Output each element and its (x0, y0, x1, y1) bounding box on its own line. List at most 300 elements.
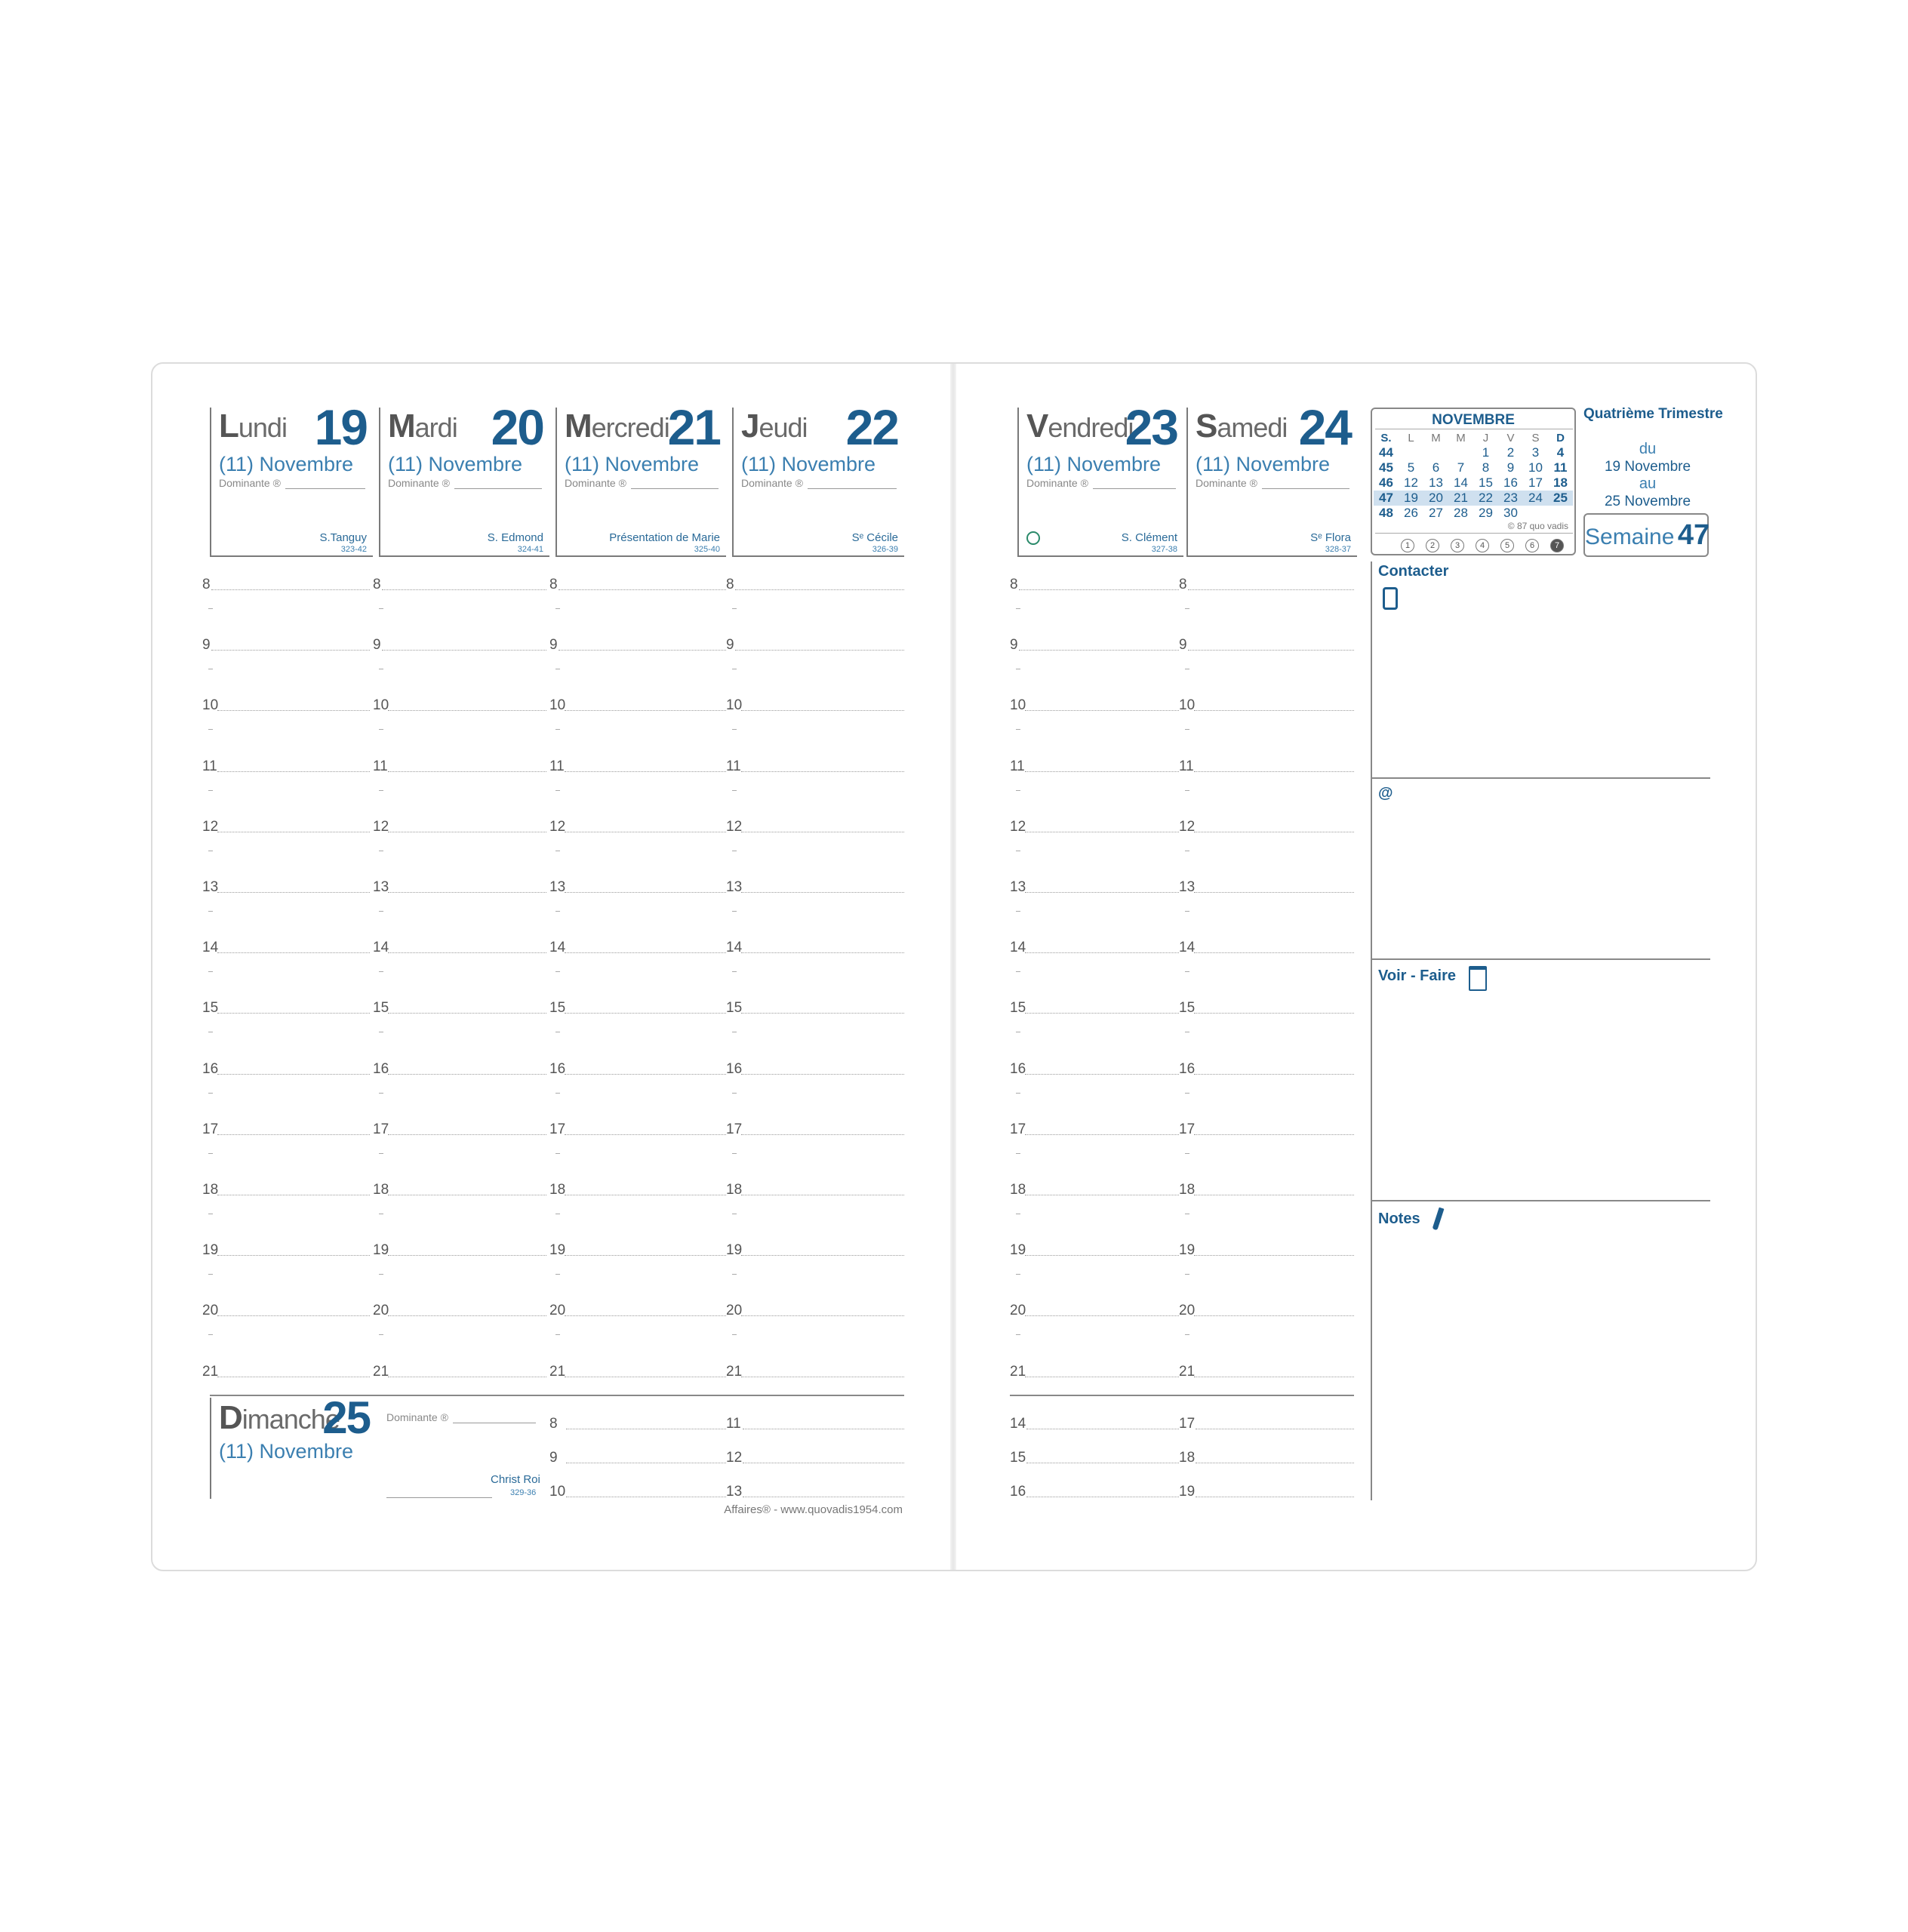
half-hour-mark (732, 1153, 737, 1154)
hour-label: 15 (1179, 1000, 1196, 1017)
hour-label: 19 (1179, 1242, 1196, 1259)
hour-label: 10 (1179, 697, 1196, 714)
hour-label: 17 (373, 1121, 389, 1137)
hour-line (217, 1134, 370, 1135)
hour-line (741, 1013, 904, 1014)
half-hour-mark (208, 608, 213, 609)
hour-label: 12 (549, 818, 566, 835)
hour-label: 10 (549, 697, 566, 714)
day-name-rest: undi (238, 412, 287, 443)
half-hour-mark (1016, 790, 1020, 791)
hour-label: 14 (202, 940, 219, 956)
week-number: 47 (1677, 519, 1710, 551)
hour-label: 11 (726, 1416, 741, 1432)
hour-line (1194, 892, 1354, 893)
dominante-label: Dominante ® (1196, 477, 1257, 489)
date-cell: 1 (1482, 445, 1490, 460)
date-cell: 20 (1429, 491, 1443, 505)
mini-calendar-title: NOVEMBRE (1432, 412, 1515, 428)
hour-line (388, 710, 546, 711)
phone-icon (1383, 587, 1398, 610)
date-cell: 25 (1553, 491, 1568, 505)
half-hour-mark (1016, 1274, 1020, 1275)
hour-label: 19 (1010, 1242, 1026, 1259)
hour-label: 18 (1179, 1182, 1196, 1198)
moon-phase-icon (1026, 531, 1040, 545)
half-hour-mark (1185, 1153, 1189, 1154)
date-cell: 23 (1503, 491, 1518, 505)
hour-label: 15 (1010, 1450, 1026, 1466)
hour-line (1025, 892, 1179, 893)
hour-label: 18 (373, 1182, 389, 1198)
hour-label: 9 (1179, 637, 1187, 654)
day-header (1017, 399, 1183, 557)
day-of-year: 327-38 (1151, 545, 1177, 554)
date-cell: 6 (1432, 460, 1440, 475)
day-name-rest: eudi (759, 412, 808, 443)
hour-label: 12 (202, 818, 219, 835)
date-cell: 4 (1556, 445, 1565, 460)
book-gutter (950, 364, 956, 1570)
half-hour-mark (732, 790, 737, 791)
half-hour-mark (1185, 1093, 1189, 1094)
hour-label: 14 (1010, 940, 1026, 956)
half-hour-mark (732, 1334, 737, 1335)
sunday-header (210, 1392, 377, 1499)
saint-name: Christ Roi (491, 1473, 540, 1486)
divider (1371, 958, 1710, 960)
dominante-label: Dominante ® (565, 477, 626, 489)
hour-label: 8 (1010, 577, 1018, 592)
hour-line (1194, 771, 1354, 772)
half-hour-mark (379, 971, 383, 972)
dominante-field (1196, 477, 1349, 489)
hour-label: 16 (549, 1060, 566, 1077)
day-name (219, 1399, 340, 1437)
hour-line (1194, 1315, 1354, 1316)
date-cell: 14 (1454, 475, 1468, 490)
half-hour-mark (379, 790, 383, 791)
hour-label: 14 (373, 940, 389, 956)
date-cell: 2 (1506, 445, 1515, 460)
month-label: (11) Novembre (565, 453, 700, 475)
half-hour-mark (732, 1274, 737, 1275)
hour-label: 18 (1010, 1182, 1026, 1198)
date-cell: 12 (1404, 475, 1418, 490)
hour-label: 10 (549, 1484, 566, 1500)
hour-label: 21 (373, 1363, 389, 1380)
hour-line (741, 892, 904, 893)
hour-label: 21 (726, 1363, 743, 1380)
day-initial: D (219, 1399, 242, 1436)
hour-line (1025, 1134, 1179, 1135)
hour-line (1025, 952, 1179, 953)
date-cell: 9 (1506, 460, 1515, 475)
hour-line (388, 1315, 546, 1316)
day-initial: J (741, 408, 759, 445)
date-cell: 17 (1528, 475, 1543, 490)
day-name-rest: ardi (414, 412, 457, 443)
hour-line (559, 650, 726, 651)
day-name (388, 408, 457, 445)
hour-line (1025, 1013, 1179, 1014)
half-hour-mark (555, 790, 560, 791)
dominante-field (388, 477, 542, 489)
hour-line (388, 1013, 546, 1014)
hour-label: 16 (726, 1060, 743, 1077)
hour-line (1019, 650, 1179, 651)
hour-label: 18 (549, 1182, 566, 1198)
half-hour-mark (1016, 1153, 1020, 1154)
month-label: (11) Novembre (219, 453, 354, 475)
hour-label: 9 (373, 637, 381, 654)
hour-line (217, 1074, 370, 1075)
hour-label: 9 (1010, 637, 1018, 654)
weekday-header: D (1556, 431, 1565, 445)
hour-line (559, 589, 726, 590)
half-hour-mark (732, 1093, 737, 1094)
hour-label: 15 (202, 1000, 219, 1017)
week-box (1583, 513, 1709, 557)
day-circle: 4 (1476, 539, 1489, 552)
day-number: 22 (845, 399, 898, 455)
dominante-field (1026, 477, 1176, 489)
day-circle: 6 (1525, 539, 1539, 552)
hour-label: 9 (726, 637, 734, 654)
day-number: 24 (1298, 399, 1351, 455)
hour-label: 9 (549, 637, 558, 654)
hour-label: 12 (373, 818, 389, 835)
half-hour-mark (732, 729, 737, 730)
date-cell: 21 (1454, 491, 1468, 505)
hour-label: 10 (373, 697, 389, 714)
hour-line (1019, 589, 1179, 590)
hour-line (735, 650, 904, 651)
day-circle: 1 (1401, 539, 1414, 552)
hour-line (565, 1013, 726, 1014)
hour-label: 15 (549, 1000, 566, 1017)
divider (1371, 777, 1710, 779)
day-header (1186, 399, 1357, 557)
day-of-year: 323-42 (340, 545, 367, 554)
hour-line (1194, 710, 1354, 711)
hour-label: 10 (726, 697, 743, 714)
copyright: © 87 quo vadis (1507, 521, 1568, 531)
date-cell: 28 (1454, 506, 1468, 520)
day-header (555, 399, 726, 557)
date-cell: 18 (1553, 475, 1568, 490)
hour-line (565, 952, 726, 953)
date-cell: 10 (1528, 460, 1543, 475)
hour-label: 11 (726, 758, 741, 774)
date-cell (1423, 445, 1448, 460)
half-hour-mark (1016, 971, 1020, 972)
half-hour-mark (208, 911, 213, 912)
week-number-cell: 48 (1379, 506, 1393, 520)
range-au: au (1639, 475, 1657, 492)
hour-line (735, 589, 904, 590)
dominante-line (454, 488, 542, 489)
notes-column-border (1371, 561, 1372, 1500)
date-cell: 26 (1404, 506, 1418, 520)
date-cell: 27 (1429, 506, 1443, 520)
weekday-header: S (1531, 431, 1540, 445)
day-of-year: 324-41 (517, 545, 543, 554)
day-name-rest: ercredi (591, 412, 669, 443)
hour-label: 15 (726, 1000, 743, 1017)
hour-label: 12 (1010, 818, 1026, 835)
date-cell (1448, 445, 1473, 460)
hour-label: 8 (726, 577, 734, 592)
day-circle: 5 (1500, 539, 1514, 552)
hour-label: 18 (726, 1182, 743, 1198)
dominante-field (741, 477, 897, 489)
hour-line (1025, 771, 1179, 772)
half-hour-mark (732, 911, 737, 912)
day-circle: 2 (1426, 539, 1439, 552)
half-hour-mark (208, 1093, 213, 1094)
day-circle: 3 (1451, 539, 1464, 552)
todo-title: Voir - Faire (1378, 968, 1456, 984)
weekday-header: M (1456, 431, 1466, 445)
day-header (732, 399, 904, 557)
hour-label: 16 (1010, 1060, 1026, 1077)
hour-label: 11 (1010, 758, 1025, 774)
hour-line (217, 710, 370, 711)
date-cell: 24 (1528, 491, 1543, 505)
range-end: 25 Novembre (1604, 494, 1691, 509)
date-cell: 29 (1479, 506, 1493, 520)
day-number: 23 (1125, 399, 1177, 455)
hour-label: 14 (726, 940, 743, 956)
day-number: 20 (491, 399, 543, 455)
hour-line (217, 1013, 370, 1014)
hour-label: 13 (726, 879, 743, 895)
half-hour-mark (1016, 1093, 1020, 1094)
week-number-cell: 45 (1379, 460, 1393, 475)
saint-name: Sᵉ Flora (1310, 531, 1351, 544)
half-hour-mark (1185, 729, 1189, 730)
half-hour-mark (1016, 911, 1020, 912)
half-hour-mark (555, 1334, 560, 1335)
half-hour-mark (1185, 911, 1189, 912)
dominante-field (219, 477, 365, 489)
date-cell: 7 (1457, 460, 1465, 475)
date-cell: 3 (1531, 445, 1540, 460)
half-hour-mark (1185, 790, 1189, 791)
hour-label: 13 (549, 879, 566, 895)
hour-label: 12 (726, 1450, 743, 1466)
month-label: (11) Novembre (741, 453, 876, 475)
hour-label: 11 (202, 758, 217, 774)
date-cell: 16 (1503, 475, 1518, 490)
hour-label: 11 (549, 758, 565, 774)
half-hour-mark (379, 911, 383, 912)
day-name-rest: endredi (1048, 412, 1134, 443)
hour-line (1194, 1013, 1354, 1014)
sunday-underline (386, 1497, 492, 1498)
date-cell: 30 (1503, 506, 1518, 520)
half-hour-mark (1185, 1334, 1189, 1335)
hour-label: 17 (726, 1121, 743, 1137)
day-initial: V (1026, 408, 1048, 445)
day-of-year: 325-40 (694, 545, 720, 554)
range-du: du (1639, 441, 1657, 457)
hour-label: 15 (1010, 1000, 1026, 1017)
hour-label: 13 (202, 879, 219, 895)
weekday-header: S. (1380, 431, 1392, 445)
hour-line (388, 1255, 546, 1256)
hour-line (565, 1255, 726, 1256)
hour-line (1194, 1074, 1354, 1075)
saint-name: Présentation de Marie (609, 531, 720, 544)
hour-label: 9 (549, 1450, 558, 1466)
hour-line (388, 1074, 546, 1075)
hour-label: 10 (202, 697, 219, 714)
weekday-header: V (1506, 431, 1515, 445)
month-label: (11) Novembre (219, 1440, 354, 1463)
dominante-label: Dominante ® (1026, 477, 1088, 489)
quarter-label: Quatrième Trimestre (1583, 406, 1723, 422)
hour-line (1025, 1255, 1179, 1256)
day-initial: L (219, 408, 238, 445)
hour-line (741, 1134, 904, 1135)
hour-label: 20 (373, 1303, 389, 1319)
hour-line (565, 710, 726, 711)
day-initial: S (1196, 408, 1217, 445)
divider (1371, 1200, 1710, 1201)
dominante-line (285, 488, 365, 489)
hour-label: 9 (202, 637, 211, 654)
half-hour-mark (555, 1153, 560, 1154)
hour-label: 21 (549, 1363, 566, 1380)
half-hour-mark (555, 1093, 560, 1094)
hour-label: 21 (202, 1363, 219, 1380)
day-of-year: 329-36 (510, 1488, 537, 1497)
hour-label: 14 (1010, 1416, 1026, 1432)
hour-label: 19 (373, 1242, 389, 1259)
date-cell: 8 (1482, 460, 1490, 475)
half-hour-mark (555, 608, 560, 609)
hour-label: 8 (549, 577, 558, 592)
range-start: 19 Novembre (1604, 459, 1691, 475)
half-hour-mark (1185, 1274, 1189, 1275)
half-hour-mark (208, 790, 213, 791)
hour-line (217, 1255, 370, 1256)
hour-label: 8 (202, 577, 211, 592)
saint-name: S.Tanguy (319, 531, 367, 544)
hour-line (217, 952, 370, 953)
week-number-cell: 47 (1379, 491, 1393, 505)
half-hour-mark (732, 971, 737, 972)
half-hour-mark (1185, 971, 1189, 972)
date-cell: 5 (1407, 460, 1415, 475)
notes-title: Notes (1378, 1211, 1420, 1227)
hour-line (1188, 650, 1354, 651)
half-hour-mark (379, 1334, 383, 1335)
day-of-year: 326-39 (872, 545, 898, 554)
half-hour-mark (379, 1093, 383, 1094)
hour-label: 13 (726, 1484, 743, 1500)
dominante-field (565, 477, 719, 489)
hour-label: 13 (1010, 879, 1026, 895)
hour-line (565, 1315, 726, 1316)
day-name (741, 408, 808, 445)
hour-label: 8 (549, 1416, 558, 1432)
hour-line (211, 650, 370, 651)
half-hour-mark (208, 1334, 213, 1335)
date-cell (1548, 506, 1573, 521)
month-label: (11) Novembre (1026, 453, 1162, 475)
dominante-line (1093, 488, 1176, 489)
half-hour-mark (208, 1153, 213, 1154)
hour-line (741, 771, 904, 772)
saint-name: S. Edmond (487, 531, 543, 544)
saint-name: S. Clément (1121, 531, 1177, 544)
day-number: 21 (667, 399, 720, 455)
mini-calendar-grid (1374, 430, 1573, 521)
hour-line (388, 892, 546, 893)
week-label: Semaine (1585, 525, 1675, 549)
day-initial: M (565, 408, 592, 445)
divider (210, 1395, 904, 1396)
hour-line (565, 1134, 726, 1135)
date-cell: 19 (1404, 491, 1418, 505)
hour-label: 17 (1179, 1416, 1196, 1432)
footer-url: Affaires® - www.quovadis1954.com (724, 1503, 903, 1516)
hour-line (741, 710, 904, 711)
hour-label: 16 (1010, 1484, 1026, 1500)
hour-line (565, 892, 726, 893)
notepad-icon (1469, 966, 1487, 991)
hour-label: 21 (1010, 1363, 1026, 1380)
half-hour-mark (379, 608, 383, 609)
half-hour-mark (555, 1274, 560, 1275)
hour-line (388, 1134, 546, 1135)
day-of-year: 328-37 (1325, 545, 1351, 554)
hour-label: 16 (373, 1060, 389, 1077)
hour-label: 8 (373, 577, 381, 592)
dominante-line (808, 488, 897, 489)
dominante-label: Dominante ® (386, 1411, 448, 1423)
hour-label: 20 (1179, 1303, 1196, 1319)
half-hour-mark (208, 1274, 213, 1275)
hour-label: 14 (549, 940, 566, 956)
hour-label: 17 (1010, 1121, 1026, 1137)
hour-label: 19 (1179, 1484, 1196, 1500)
dominante-line (631, 488, 719, 489)
dominante-line (1262, 488, 1349, 489)
week-number-cell: 44 (1379, 445, 1393, 460)
hour-line (388, 771, 546, 772)
date-cell: 15 (1479, 475, 1493, 490)
hour-line (741, 1255, 904, 1256)
hour-line (1025, 710, 1179, 711)
hour-label: 8 (1179, 577, 1187, 592)
hour-line (382, 589, 546, 590)
day-name-rest: imanche (242, 1404, 340, 1435)
hour-label: 19 (549, 1242, 566, 1259)
hour-line (1025, 1074, 1179, 1075)
day-name-rest: amedi (1217, 412, 1288, 443)
hour-label: 10 (1010, 697, 1026, 714)
date-cell (1523, 506, 1548, 521)
hour-label: 14 (1179, 940, 1196, 956)
weekday-header: J (1482, 431, 1489, 445)
hour-label: 18 (1179, 1450, 1196, 1466)
hour-line (1194, 1255, 1354, 1256)
mini-calendar (1371, 408, 1576, 555)
